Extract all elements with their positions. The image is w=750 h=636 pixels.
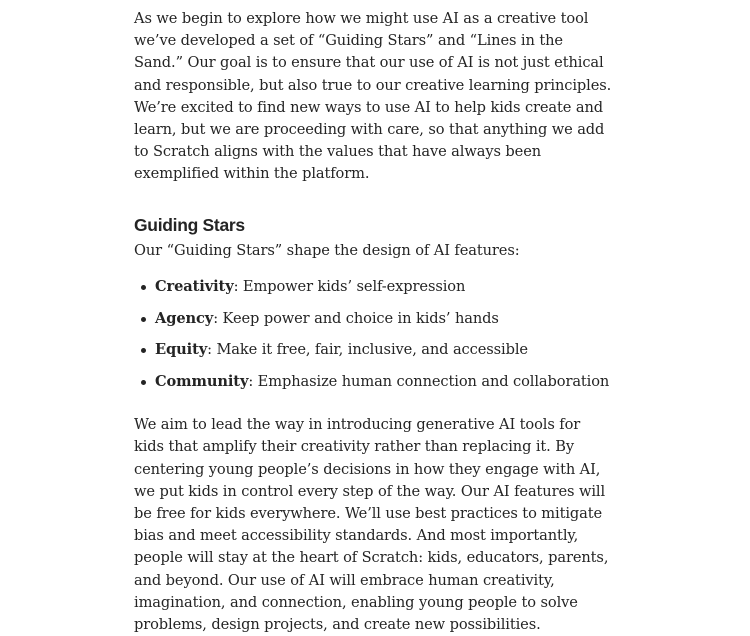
list-item-description: : Emphasize human connection and collaboration bbox=[248, 372, 610, 390]
intro-paragraph: As we begin to explore how we might use AI as a creative tool we’ve developed a set of “Guiding Stars” and “Lines in the Sand.” Our goal is to ensure that our use of AI is not just ethical and responsible, but also true to our creative learning principles. We’re excited to find new ways to use AI to help kids create and learn, but we are proceeding with care, so that anything we add to Scratch aligns with the values that have always been exemplified within the platform. bbox=[134, 10, 612, 183]
list-item-description: : Make it free, fair, inclusive, and accessible bbox=[207, 341, 528, 359]
bullet-icon bbox=[141, 317, 146, 322]
bullet-icon bbox=[141, 348, 146, 353]
list-item-creativity bbox=[134, 276, 612, 298]
guiding-stars-list bbox=[134, 276, 612, 393]
list-item-equity bbox=[134, 339, 612, 361]
section-intro-paragraph: Our “Guiding Stars” shape the design of AI features: bbox=[134, 241, 520, 259]
list-item-community bbox=[134, 371, 612, 393]
list-item-agency bbox=[134, 308, 612, 330]
list-item-term: Creativity bbox=[155, 277, 234, 295]
closing-paragraph: We aim to lead the way in introducing generative AI tools for kids that amplify their creativity rather than replacing it. By centering young people’s decisions in how they engage with AI, we put kids in control every step of the way. Our AI features will be free for kids everywhere. We’ll use best practices to mitigate bias and meet accessibility standards. And most importantly, people will stay at the heart of Scratch: kids, educators, parents, and beyond. Our use of AI will embrace human creativity, imagination, and connection, enabling young people to solve problems, design projects, and create new possibilities. bbox=[134, 416, 609, 633]
article-body bbox=[134, 8, 612, 636]
list-item-term: Agency bbox=[155, 309, 214, 327]
list-item-term: Equity bbox=[155, 341, 208, 359]
list-item-description: : Keep power and choice in kids’ hands bbox=[213, 309, 499, 327]
section-heading-guiding-stars: Guiding Stars bbox=[134, 214, 245, 235]
bullet-icon bbox=[141, 285, 146, 290]
list-item-term: Community bbox=[155, 372, 249, 390]
list-item-description: : Empower kids’ self-expression bbox=[233, 277, 466, 295]
bullet-icon bbox=[141, 380, 146, 385]
